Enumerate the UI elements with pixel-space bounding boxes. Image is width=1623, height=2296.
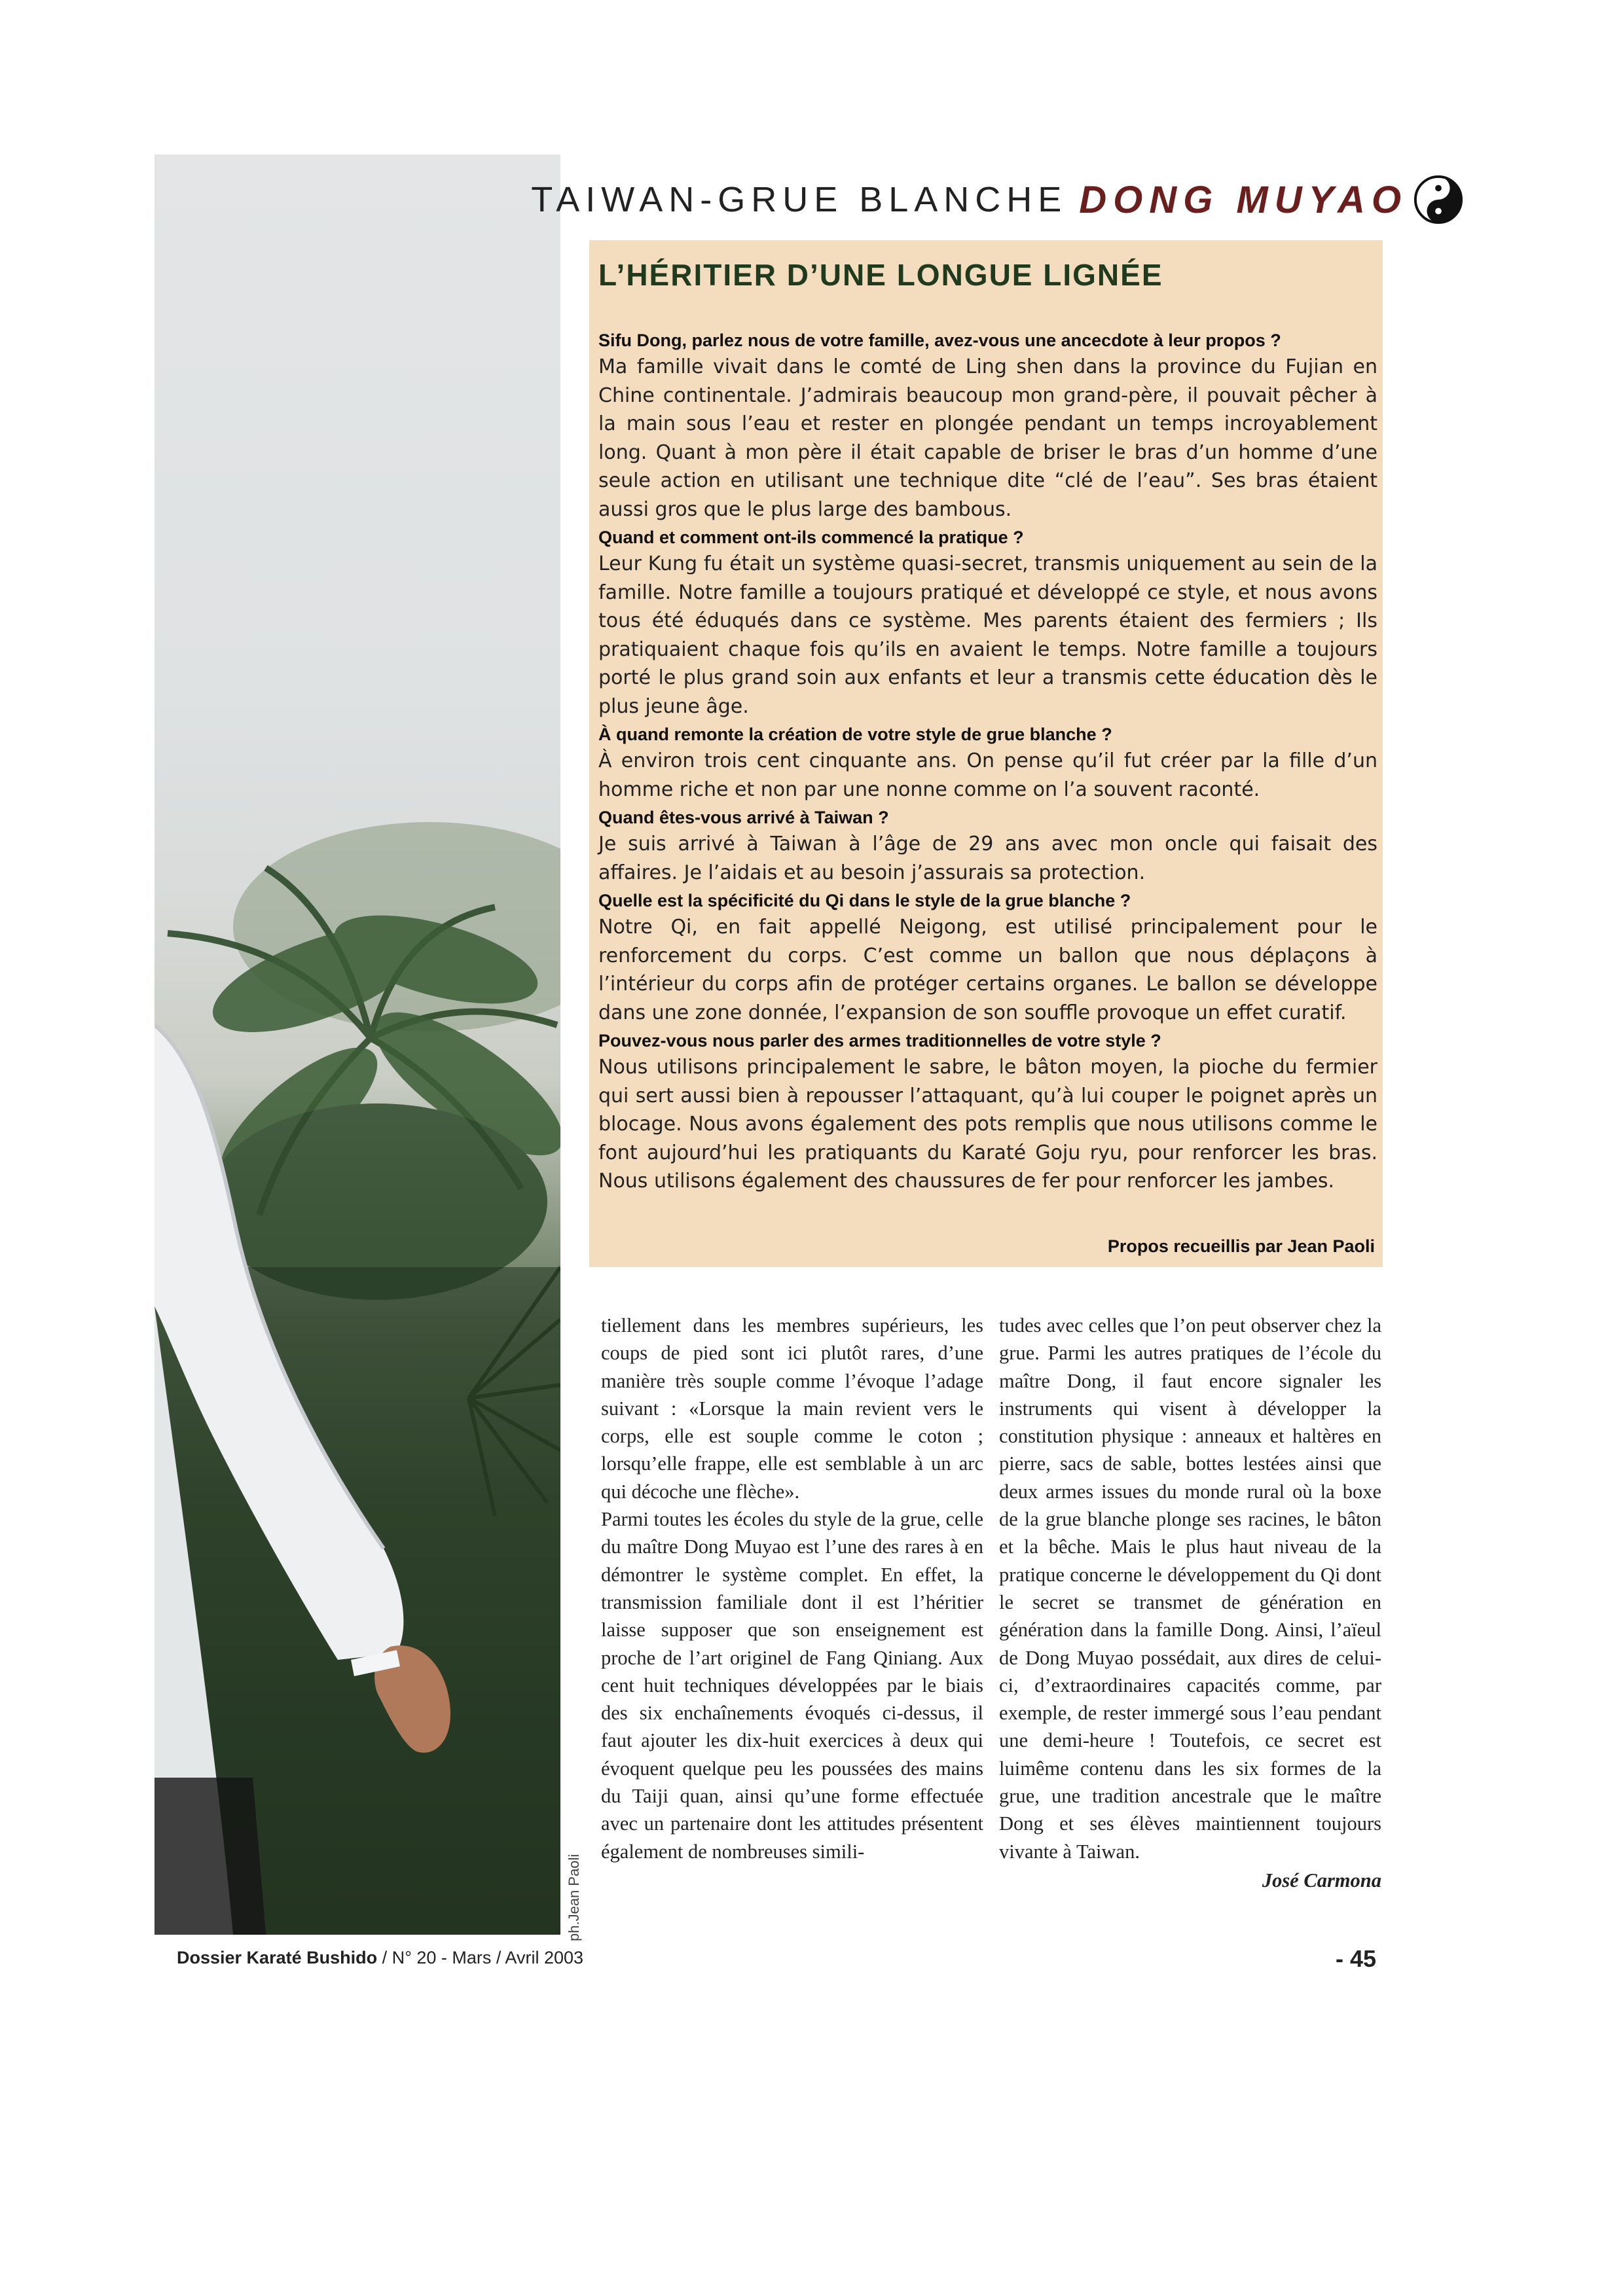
article-column-2 [999,1312,1381,1894]
qa-item [598,888,1377,1027]
interview-credit: Propos recueillis par Jean Paoli [1107,1236,1375,1256]
question: Sifu Dong, parlez nous de votre famille, avez-vous une ancecdote à leur propos ? [598,331,1281,350]
question: Pouvez-vous nous parler des armes traditionnelles de votre style ? [598,1031,1161,1050]
interview-box [589,240,1383,1267]
question: À quand remonte la création de votre style de grue blanche ? [598,725,1112,744]
page-header [416,174,1464,226]
qa-item [598,805,1377,887]
answer: Ma famille vivait dans le comté de Ling shen dans la province du Fujian en Chine continentale. J’admirais beaucoup mon grand-père, il pouvait pêcher à la main sous l’eau et rester en plongée pendant un temps incroyablement long. Quant à mon père il était capable de briser le bras d’un homme d’une seule action en utilisant une technique dite “clé de l’eau”. Ses bras étaient aussi gros que le plus large des bambous. [598,355,1377,521]
page-number: - 45 [1335,1945,1376,1972]
yin-yang-icon [1413,174,1464,225]
article-column-1 [601,1312,983,1865]
magazine-name: Dossier Karaté Bushido [177,1948,378,1967]
article-paragraph: tiellement dans les membres supérieurs, les coups de pied sont ici plutôt rares, d’une manière très souple comme l’évoque l’adage suivant : «Lorsque la main revient vers le corps, elle est souple comme le coton ; lorsqu’elle frappe, elle est semblable à un arc qui décoche une flèche». [601,1314,983,1503]
issue-info: / N° 20 - Mars / Avril 2003 [377,1948,584,1967]
interview-title: L’HÉRITIER D’UNE LONGUE LIGNÉE [598,258,1163,292]
answer: Nous utilisons principalement le sabre, le bâton moyen, la pioche du fermier qui sert aussi bien à repousser l’attaquant, qu’à lui couper le poignet après un blocage. Nous avons également des pots remplis que nous utilisons comme le font aujourd’hui les pratiquants du Karaté Goju ryu, pour renforcer les bras. Nous utilisons également des chaussures de fer pour renforcer les jambes. [598,1056,1377,1193]
qa-item [598,525,1377,721]
photo-master-palm [155,154,560,1935]
question: Quand et comment ont-ils commencé la pratique ? [598,528,1024,547]
question: Quand êtes-vous arrivé à Taiwan ? [598,808,889,827]
magazine-page [155,154,1470,2011]
article-paragraph: tudes avec celles que l’on peut observer chez la grue. Parmi les autres pratiques de l’école du maître Dong, il faut encore signaler les instruments qui visent à développer la constitution physique : anneaux et haltères en pierre, sacs de sable, bottes lestées ainsi que deux armes issues du monde rural où la boxe de la grue blanche plonge ses racines, le bâton et la bêche. Mais le plus haut niveau de la pratique concerne le développement du Qi dont le secret se transmet de génération en génération dans la famille Dong. Ainsi, l’aïeul de Dong Muyao possédait, aux dires de celui-ci, d’extraordinaires capacités comme, par exemple, de rester immergé sous l’eau pendant une demi-heure ! Toutefois, ce secret est luimême contenu dans les six formes de la grue, une tradition ancestrale que le maître Dong et ses élèves maintiennent toujours vivante à Taiwan. [999,1314,1381,1863]
photo-credit [566,1843,585,1941]
photo-credit-text: ph.Jean Paoli [566,1854,582,1941]
page-footer [177,1945,1376,1987]
answer: À environ trois cent cinquante ans. On pense qu’il fut créer par la fille d’un homme riche et non par une nonne comme on l’a souvent raconté. [598,749,1377,801]
qa-item [598,722,1377,804]
article-paragraph: Parmi toutes les écoles du style de la grue, celle du maître Dong Muyao est l’une des rares à en démontrer le système complet. En effet, la transmission familiale dont il est l’héritier laisse supposer que son enseignement est proche de l’art originel de Fang Qiniang. Aux cent huit techniques développées par le biais des six enchaînements évoqués ci-dessus, il faut ajouter les dix-huit exercices à deux qui évoquent quelque peu les poussées des mains du Taiji quan, ainsi qu’une forme effectuée avec un partenaire dont les attitudes présentent également de nombreuses simili- [601,1508,983,1863]
question: Quelle est la spécificité du Qi dans le style de la grue blanche ? [598,891,1131,910]
answer: Leur Kung fu était un système quasi-secret, transmis uniquement au sein de la famille. Notre famille a toujours pratiqué et développé ce style, et nous avons tous été éduqués dans ce système. Mes parents étaient des fermiers ; Ils pratiquaient chaque fois qu’ils en avaient le temps. Notre famille a toujours porté le plus grand soin aux enfants et leur a transmis cette éducation dès le plus jeune âge. [598,552,1377,718]
answer: Notre Qi, en fait appellé Neigong, est utilisé principalement pour le renforcement du corps. C’est comme un ballon que nous déplaçons à l’intérieur du corps afin de protéger certains organes. Le ballon se développe dans une zone donnée, l’expansion de son souffle provoque un effet curatif. [598,916,1377,1024]
section-title: TAIWAN-GRUE BLANCHE [531,180,1068,219]
qa-item [598,1028,1377,1196]
master-name: DONG MUYAO [1079,178,1408,221]
answer: Je suis arrivé à Taiwan à l’âge de 29 ans avec mon oncle qui faisait des affaires. Je l’aidais et au besoin j’assurais sa protection. [598,833,1377,884]
qa-item [598,328,1377,524]
author-signature: José Carmona [1262,1869,1381,1892]
photo-illustration [155,154,560,1935]
